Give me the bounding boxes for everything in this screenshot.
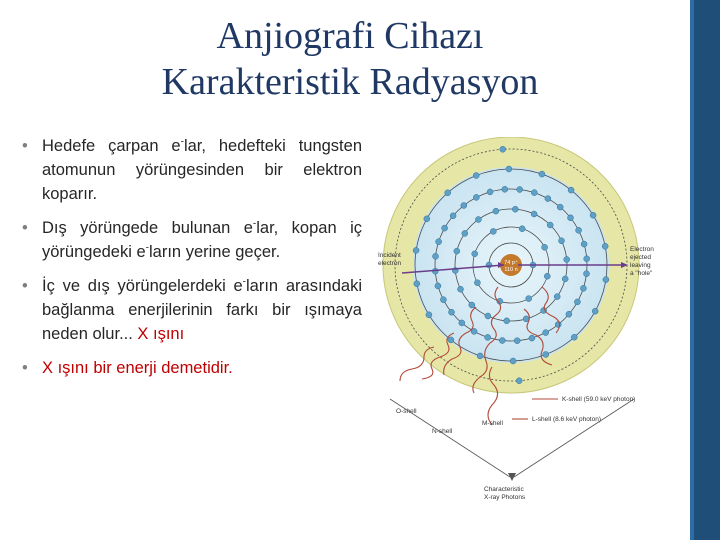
electron <box>543 330 549 336</box>
electron <box>603 277 609 283</box>
electron <box>462 230 468 236</box>
electron <box>568 215 574 221</box>
electron <box>506 166 512 172</box>
electron <box>487 189 493 195</box>
ejected-label-3: leaving <box>630 262 651 269</box>
electron <box>424 216 430 222</box>
incident-label-2: electron <box>378 260 402 267</box>
electron <box>590 212 596 218</box>
electron <box>433 253 439 259</box>
characteristic-label-2: X-ray Photons <box>484 494 526 501</box>
electron <box>581 241 587 247</box>
bullet-list <box>22 134 362 390</box>
electron <box>574 299 580 305</box>
atom-diagram <box>372 137 664 532</box>
m-shell-label: M-shell <box>482 420 503 427</box>
electron <box>541 308 547 314</box>
electron <box>566 311 572 317</box>
electron <box>512 206 518 212</box>
convergence-arrowhead-icon <box>508 473 516 481</box>
electron <box>562 276 568 282</box>
electron <box>442 225 448 231</box>
electron <box>414 281 420 287</box>
electron <box>440 297 446 303</box>
slide-title <box>40 14 660 105</box>
electron <box>564 257 570 263</box>
electron <box>547 222 553 228</box>
electron <box>531 211 537 217</box>
bullet-item-1: • Hedefe çarpan e-lar, hedefteki tungsten atomunun yörüngesinden bir elektron koparır. <box>22 134 362 206</box>
sidebar-decoration <box>694 0 720 540</box>
electron <box>459 320 465 326</box>
electron <box>519 226 525 232</box>
electron <box>531 190 537 196</box>
bullet-item-3: • İç ve dış yörüngelerdeki e-ların arasındaki bağlanma enerjilerinin farkı bir ışımaya neden olur... X ışını <box>22 274 362 346</box>
nucleus-label-1: 74 p⁺ <box>504 260 518 266</box>
electron <box>469 302 475 308</box>
ejected-label-1: Electron <box>630 246 654 253</box>
electron <box>545 196 551 202</box>
electron <box>448 337 454 343</box>
electron <box>450 213 456 219</box>
electron <box>499 338 505 344</box>
ejected-label-4: a "hole" <box>630 270 653 277</box>
electron <box>559 238 565 244</box>
electron <box>517 187 523 193</box>
electron <box>592 308 598 314</box>
electron <box>474 280 480 286</box>
electron <box>526 296 532 302</box>
electron <box>529 335 535 341</box>
electron <box>514 338 520 344</box>
electron <box>555 322 561 328</box>
electron <box>454 248 460 254</box>
electron <box>516 378 522 384</box>
convergence-lines <box>390 399 634 477</box>
lshell-photon-label: L-shell (8.6 keV photon) <box>532 416 602 423</box>
electron <box>602 243 608 249</box>
electron <box>458 286 464 292</box>
electron <box>475 217 481 223</box>
electron <box>584 256 590 262</box>
kshell-photon-label: K-shell (59.0 keV photon) <box>562 396 636 403</box>
electron <box>571 334 577 340</box>
electron <box>554 294 560 300</box>
electron <box>510 358 516 364</box>
bullet-item-2: • Dış yörüngede bulunan e-lar, kopan iç yörüngedeki e-ların yerine geçer. <box>22 216 362 264</box>
electron <box>544 273 550 279</box>
electron <box>477 353 483 359</box>
electron <box>472 251 478 257</box>
electron <box>473 194 479 200</box>
electron <box>435 283 441 289</box>
electron <box>413 247 419 253</box>
electron <box>493 208 499 214</box>
electron <box>502 186 508 192</box>
electron <box>568 187 574 193</box>
electron <box>449 309 455 315</box>
title-line-2: Karakteristik Radyasyon <box>161 60 539 103</box>
electron <box>426 312 432 318</box>
electron <box>523 316 529 322</box>
electron <box>473 173 479 179</box>
electron <box>557 204 563 210</box>
n-shell-label: N-shell <box>432 428 453 435</box>
electron <box>504 318 510 324</box>
bullet-item-4: • X ışını bir enerji demetidir. <box>22 356 362 380</box>
electron <box>543 352 549 358</box>
electron <box>436 239 442 245</box>
title-line-1: Anjiografi Cihazı <box>216 15 484 57</box>
electron <box>542 244 548 250</box>
electron <box>445 190 451 196</box>
incident-label-1: Incident <box>378 252 401 259</box>
o-shell-label: O-shell <box>396 408 417 415</box>
electron <box>485 334 491 340</box>
electron <box>584 271 590 277</box>
electron <box>490 228 496 234</box>
electron <box>461 203 467 209</box>
nucleus-label-2: 110 n <box>504 267 518 273</box>
electron <box>500 146 506 152</box>
electron <box>576 227 582 233</box>
electron <box>486 262 492 268</box>
electron <box>580 285 586 291</box>
electron <box>485 313 491 319</box>
characteristic-label-1: Characteristic <box>484 486 524 493</box>
ejected-label-2: ejected <box>630 254 651 261</box>
electron <box>539 171 545 177</box>
